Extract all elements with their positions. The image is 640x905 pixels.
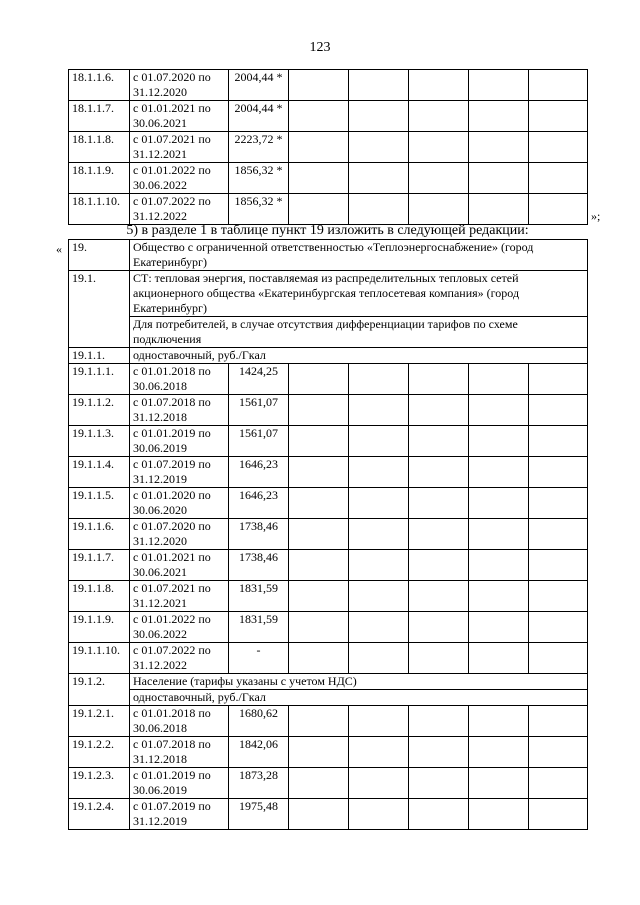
row-period: с 01.01.2019 по 30.06.2019: [130, 426, 229, 457]
empty-cell: [349, 194, 409, 225]
empty-cell: [289, 581, 349, 612]
empty-cell: [349, 706, 409, 737]
row-period: с 01.01.2022 по 30.06.2022: [130, 163, 229, 194]
row-number: 18.1.1.9.: [69, 163, 130, 194]
row-period: с 01.07.2018 по 31.12.2018: [130, 737, 229, 768]
empty-cell: [469, 643, 529, 674]
row-period: с 01.01.2021 по 30.06.2021: [130, 550, 229, 581]
table-row: [69, 799, 588, 830]
row-value: 1646,23: [229, 457, 289, 488]
empty-cell: [409, 364, 469, 395]
row-value: 1856,32 *: [229, 163, 289, 194]
table-row: [69, 364, 588, 395]
empty-cell: [529, 550, 588, 581]
row-number: 19.1.1.7.: [69, 550, 130, 581]
empty-cell: [409, 132, 469, 163]
empty-cell: [409, 194, 469, 225]
row-value: 1561,07: [229, 395, 289, 426]
row-number: 19.1.1.5.: [69, 488, 130, 519]
consumers-text: Для потребителей, в случае отсутствия дифференциации тарифов по схеме подключения: [130, 317, 588, 348]
empty-cell: [349, 101, 409, 132]
table-row: [69, 550, 588, 581]
empty-cell: [409, 101, 469, 132]
row-value: -: [229, 643, 289, 674]
tariff-table-main: [68, 239, 588, 830]
row-number: 19.1.1.6.: [69, 519, 130, 550]
empty-cell: [469, 737, 529, 768]
empty-cell: [469, 70, 529, 101]
empty-cell: [409, 519, 469, 550]
empty-cell: [409, 706, 469, 737]
table-row: [69, 70, 588, 101]
empty-cell: [409, 643, 469, 674]
empty-cell: [469, 194, 529, 225]
group2-rate-label: одноставочный, руб./Гкал: [130, 690, 588, 706]
empty-cell: [349, 426, 409, 457]
table-row: [69, 426, 588, 457]
empty-cell: [469, 457, 529, 488]
empty-cell: [469, 581, 529, 612]
empty-cell: [529, 768, 588, 799]
table-row: [69, 706, 588, 737]
empty-cell: [469, 550, 529, 581]
end-quote-mark: »;: [591, 209, 601, 223]
empty-cell: [289, 364, 349, 395]
empty-cell: [289, 488, 349, 519]
empty-cell: [349, 488, 409, 519]
empty-cell: [529, 581, 588, 612]
empty-cell: [409, 768, 469, 799]
row-value: 1738,46: [229, 550, 289, 581]
rows-a: [69, 364, 588, 674]
empty-cell: [529, 194, 588, 225]
empty-cell: [289, 163, 349, 194]
empty-cell: [349, 395, 409, 426]
row-number: 19.1.1.4.: [69, 457, 130, 488]
empty-cell: [529, 132, 588, 163]
subsection-row: [69, 271, 588, 317]
empty-cell: [529, 426, 588, 457]
table-row: [69, 612, 588, 643]
table-row: [69, 457, 588, 488]
empty-cell: [409, 70, 469, 101]
amendment-heading: 5) в разделе 1 в таблице пункт 19 изложить в следующей редакции:: [126, 223, 529, 238]
empty-cell: [289, 550, 349, 581]
empty-cell: [289, 643, 349, 674]
row-value: 1738,46: [229, 519, 289, 550]
empty-cell: [529, 706, 588, 737]
subsection-text: СТ: тепловая энергия, поставляемая из распределительных тепловых сетей акционерного общества «Екатеринбургская теплосетевая компания» (город Екатеринбург): [130, 271, 588, 317]
row-value: 1680,62: [229, 706, 289, 737]
rate-number: 19.1.1.: [69, 348, 130, 364]
empty-cell: [409, 612, 469, 643]
table-row: [69, 737, 588, 768]
empty-cell: [469, 768, 529, 799]
empty-cell: [409, 737, 469, 768]
empty-cell: [409, 426, 469, 457]
row-value: 2004,44 *: [229, 101, 289, 132]
empty-cell: [289, 737, 349, 768]
empty-cell: [349, 612, 409, 643]
empty-cell: [349, 768, 409, 799]
row-value: 1646,23: [229, 488, 289, 519]
table-row: [69, 488, 588, 519]
row-number: 19.1.2.4.: [69, 799, 130, 830]
empty-cell: [409, 395, 469, 426]
row-number: 18.1.1.6.: [69, 70, 130, 101]
empty-cell: [349, 581, 409, 612]
empty-cell: [409, 457, 469, 488]
empty-cell: [289, 132, 349, 163]
row-number: 19.1.1.1.: [69, 364, 130, 395]
empty-cell: [349, 550, 409, 581]
top-rows: [69, 70, 588, 225]
empty-cell: [529, 364, 588, 395]
row-period: с 01.01.2019 по 30.06.2019: [130, 768, 229, 799]
empty-cell: [289, 612, 349, 643]
row-value: 2004,44 *: [229, 70, 289, 101]
empty-cell: [529, 799, 588, 830]
empty-cell: [289, 70, 349, 101]
empty-cell: [289, 706, 349, 737]
rows-b: [69, 706, 588, 830]
row-number: 19.1.2.3.: [69, 768, 130, 799]
row-value: 1831,59: [229, 581, 289, 612]
row-period: с 01.01.2018 по 30.06.2018: [130, 364, 229, 395]
consumers-row: [69, 317, 588, 348]
section-number: 19.: [69, 240, 130, 271]
table-row: [69, 768, 588, 799]
empty-cell: [529, 101, 588, 132]
row-value: 1842,06: [229, 737, 289, 768]
row-number: 18.1.1.10.: [69, 194, 130, 225]
row-number: 18.1.1.8.: [69, 132, 130, 163]
empty-cell: [409, 799, 469, 830]
empty-cell: [469, 612, 529, 643]
row-period: с 01.07.2022 по 31.12.2022: [130, 643, 229, 674]
empty-cell: [409, 488, 469, 519]
empty-cell: [469, 426, 529, 457]
row-number: 19.1.1.3.: [69, 426, 130, 457]
empty-cell: [529, 488, 588, 519]
row-value: 1561,07: [229, 426, 289, 457]
row-value: 1873,28: [229, 768, 289, 799]
empty-cell: [529, 612, 588, 643]
row-number: 19.1.1.10.: [69, 643, 130, 674]
empty-cell: [529, 163, 588, 194]
empty-cell: [289, 426, 349, 457]
table-row: [69, 395, 588, 426]
row-value: 1424,25: [229, 364, 289, 395]
row-period: с 01.01.2020 по 30.06.2020: [130, 488, 229, 519]
empty-cell: [529, 457, 588, 488]
group2-label: Население (тарифы указаны с учетом НДС): [130, 674, 588, 690]
row-value: 2223,72 *: [229, 132, 289, 163]
empty-cell: [469, 799, 529, 830]
empty-cell: [289, 395, 349, 426]
empty-cell: [469, 101, 529, 132]
organization-name: Общество с ограниченной ответственностью «Теплоэнергоснабжение» (город Екатеринбург): [130, 240, 588, 271]
row-period: с 01.07.2020 по 31.12.2020: [130, 70, 229, 101]
empty-cell: [349, 643, 409, 674]
row-period: с 01.01.2021 по 30.06.2021: [130, 101, 229, 132]
table-row: [69, 643, 588, 674]
empty-cell: [289, 519, 349, 550]
empty-cell: [289, 101, 349, 132]
open-quote-mark: «: [56, 242, 62, 256]
group2-row: [69, 674, 588, 690]
row-period: с 01.07.2019 по 31.12.2019: [130, 457, 229, 488]
row-value: 1975,48: [229, 799, 289, 830]
empty-cell: [349, 163, 409, 194]
row-value: 1831,59: [229, 612, 289, 643]
empty-cell: [349, 70, 409, 101]
empty-cell: [469, 395, 529, 426]
empty-cell: [289, 194, 349, 225]
empty-cell: [469, 488, 529, 519]
empty-cell: [529, 643, 588, 674]
row-period: с 01.01.2022 по 30.06.2022: [130, 612, 229, 643]
table-row: [69, 101, 588, 132]
empty-cell: [529, 395, 588, 426]
empty-cell: [289, 457, 349, 488]
group2-number: 19.1.2.: [69, 674, 130, 706]
row-period: с 01.07.2018 по 31.12.2018: [130, 395, 229, 426]
empty-cell: [289, 799, 349, 830]
empty-cell: [469, 132, 529, 163]
row-number: 19.1.1.9.: [69, 612, 130, 643]
row-number: 19.1.2.1.: [69, 706, 130, 737]
empty-cell: [409, 550, 469, 581]
section-row: [69, 240, 588, 271]
row-number: 19.1.1.8.: [69, 581, 130, 612]
row-period: с 01.07.2021 по 31.12.2021: [130, 581, 229, 612]
row-value: 1856,32 *: [229, 194, 289, 225]
empty-cell: [469, 706, 529, 737]
empty-cell: [349, 364, 409, 395]
empty-cell: [529, 737, 588, 768]
empty-cell: [349, 457, 409, 488]
row-period: с 01.07.2019 по 31.12.2019: [130, 799, 229, 830]
empty-cell: [349, 132, 409, 163]
row-period: с 01.07.2021 по 31.12.2021: [130, 132, 229, 163]
empty-cell: [529, 519, 588, 550]
empty-cell: [409, 581, 469, 612]
empty-cell: [469, 163, 529, 194]
table-row: [69, 163, 588, 194]
row-number: 19.1.2.2.: [69, 737, 130, 768]
empty-cell: [289, 768, 349, 799]
empty-cell: [349, 737, 409, 768]
empty-cell: [349, 799, 409, 830]
empty-cell: [529, 70, 588, 101]
group2-rate-row: [69, 690, 588, 706]
row-number: 18.1.1.7.: [69, 101, 130, 132]
empty-cell: [349, 519, 409, 550]
table-row: [69, 519, 588, 550]
empty-cell: [469, 364, 529, 395]
table-row: [69, 581, 588, 612]
rate-label: одноставочный, руб./Гкал: [130, 348, 588, 364]
tariff-table-top: [68, 69, 588, 225]
row-period: с 01.01.2018 по 30.06.2018: [130, 706, 229, 737]
row-period: с 01.07.2022 по 31.12.2022: [130, 194, 229, 225]
table-row: [69, 194, 588, 225]
page-number: 123: [309, 40, 331, 55]
table-row: [69, 132, 588, 163]
rate-row: [69, 348, 588, 364]
row-number: 19.1.1.2.: [69, 395, 130, 426]
row-period: с 01.07.2020 по 31.12.2020: [130, 519, 229, 550]
empty-cell: [409, 163, 469, 194]
empty-cell: [469, 519, 529, 550]
subsection-number: 19.1.: [69, 271, 130, 348]
